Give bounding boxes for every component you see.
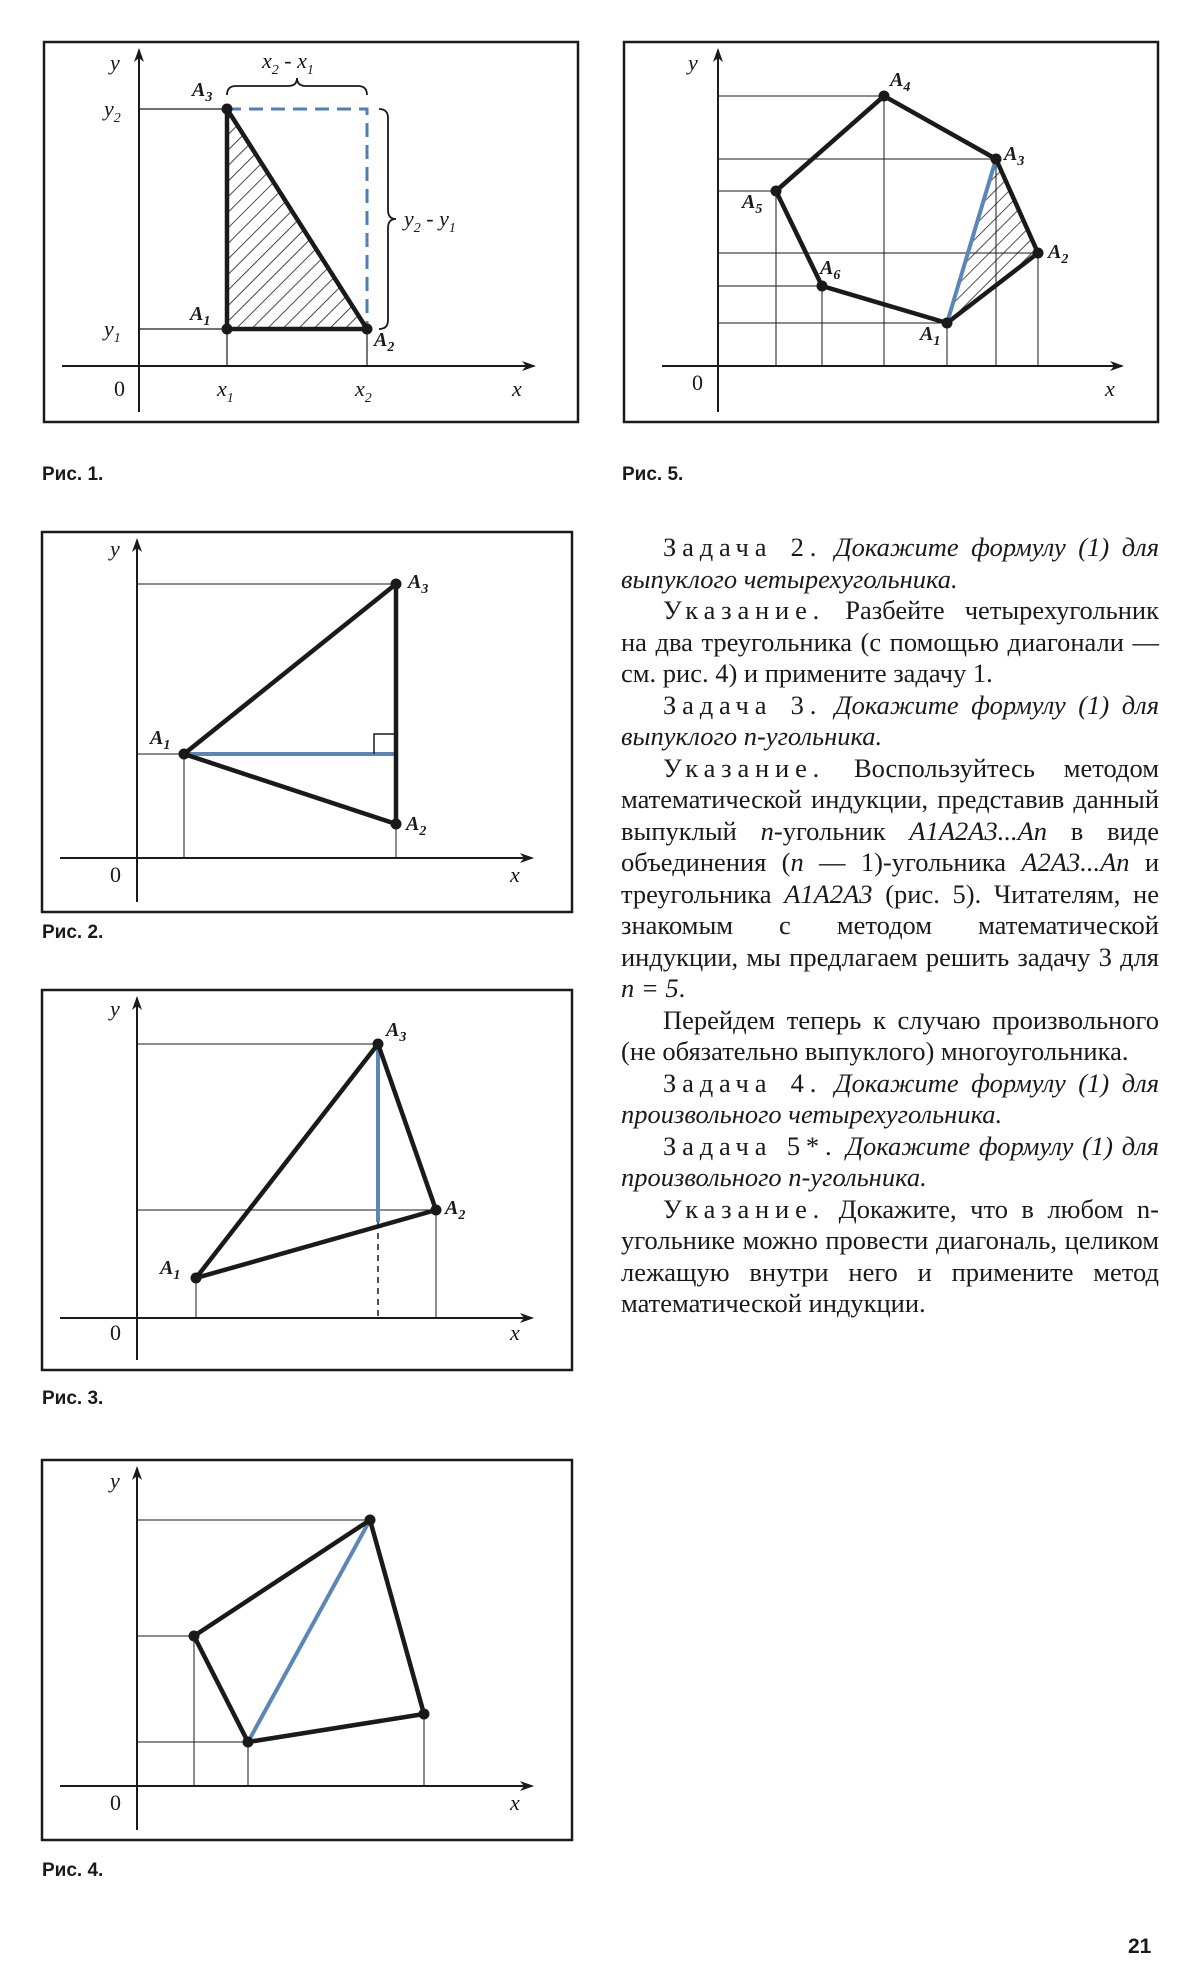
- problem-5-statement: Докажите формулу (1) для произвольного n-угольника.: [621, 1130, 1159, 1192]
- origin-label: 0: [692, 370, 703, 395]
- vertex-a2: [431, 1205, 442, 1216]
- problem-2: [621, 532, 1159, 595]
- hint-2-text: Разбейте четырехугольник на два треугольника (с помощью диагонали — см. рис. 4) и примените задачу 1.: [621, 595, 1159, 688]
- triangle-a1a2a3: [184, 584, 396, 824]
- hint-3-text-7: .: [678, 973, 686, 1003]
- vertex-1: [189, 1631, 200, 1642]
- figure-3: [40, 988, 576, 1374]
- problem-4-statement: Докажите формулу (1) для произвольного четырехугольника.: [621, 1067, 1160, 1129]
- label-a6: $A_6$: [820, 257, 841, 283]
- label-a2: $A_2$: [374, 329, 395, 355]
- hint-2-label: Указание.: [663, 595, 826, 625]
- hint-3: [621, 753, 1159, 1005]
- problem-5-label: Задача 5*.: [663, 1130, 838, 1161]
- page-number: 21: [1128, 1935, 1152, 1958]
- vertex-a3: [373, 1039, 384, 1050]
- hint-3-n-2: n: [790, 847, 804, 877]
- transition-text: Перейдем теперь к случаю произвольного (не обязательно выпуклого) многоугольника.: [621, 1004, 1159, 1066]
- triangle-a1a2a3: [196, 1044, 436, 1278]
- y-axis-label: y: [110, 996, 120, 1021]
- problem-2-label: Задача 2.: [663, 532, 823, 562]
- text-column: [621, 532, 1159, 1320]
- vertex-a2: [1033, 248, 1044, 259]
- y-axis-label: y: [110, 1468, 120, 1493]
- figure-4: [40, 1458, 576, 1844]
- problem-3: [621, 690, 1159, 753]
- label-a2: $A_2$: [406, 813, 427, 839]
- label-a5: $A_5$: [742, 191, 763, 217]
- hint-2: [621, 595, 1159, 690]
- figure-2: [40, 530, 576, 916]
- vertex-a3: [222, 104, 233, 115]
- figure-frame: [42, 990, 572, 1370]
- origin-label: 0: [110, 862, 121, 887]
- label-a1: $A_1$: [160, 1257, 181, 1283]
- label-a3: $A_3$: [192, 79, 213, 105]
- vertex-a2: [391, 819, 402, 830]
- label-a3: $A_3$: [386, 1019, 407, 1045]
- problem-4: [621, 1068, 1159, 1131]
- hint-3-text-2: -угольник: [773, 815, 886, 846]
- figure-frame: [42, 532, 572, 912]
- y-axis-label: y: [110, 50, 120, 75]
- hint-5-label: Указание.: [663, 1193, 826, 1224]
- vertex-a2: [362, 324, 373, 335]
- x-axis-label: x: [512, 376, 522, 401]
- hint-3-text-1: Воспользуйтесь методом математической индукции, представив данный выпуклый: [621, 752, 1159, 846]
- vertex-a6: [817, 281, 828, 292]
- y-axis-label: y: [110, 536, 120, 561]
- caption-fig1: Рис. 1.: [42, 464, 104, 485]
- width-dimension-label: $x_2 - x_1$: [262, 48, 314, 78]
- x-axis-label: x: [510, 1790, 520, 1815]
- hint-5: [621, 1194, 1159, 1320]
- problem-5: [621, 1131, 1159, 1194]
- caption-fig2: Рис. 2.: [42, 922, 104, 943]
- hint-3-text-3: в виде объединения (: [621, 815, 1160, 877]
- origin-label: 0: [110, 1320, 121, 1345]
- hint-3-formula-1: A1A2A3...An: [909, 815, 1048, 846]
- caption-fig4: Рис. 4.: [42, 1860, 104, 1881]
- transition-paragraph: [621, 1005, 1159, 1068]
- x-axis-label: x: [510, 862, 520, 887]
- label-a2: $A_2$: [445, 1197, 466, 1223]
- label-a3: $A_3$: [408, 571, 429, 597]
- caption-fig3: Рис. 3.: [42, 1388, 104, 1409]
- problem-4-label: Задача 4.: [663, 1067, 823, 1098]
- figure-5: [622, 40, 1162, 426]
- vertex-a1: [179, 749, 190, 760]
- tick-label-y1: $y_1$: [104, 316, 121, 346]
- vertex-2: [365, 1515, 376, 1526]
- origin-label: 0: [114, 376, 125, 401]
- diagonal: [248, 1520, 370, 1742]
- label-a4: $A_4$: [890, 69, 911, 95]
- hint-5-text: Докажите, что в любом n-угольнике можно провести диагональ, целиком лежащую внутри него и примените метод математической индукции.: [621, 1193, 1160, 1318]
- origin-label: 0: [110, 1790, 121, 1815]
- vertex-a3: [991, 154, 1002, 165]
- vertex-a1: [222, 324, 233, 335]
- hint-3-text-6: (рис. 5). Читателям, не знакомым с методом математической индукции, мы предлагаем решить задачу 3 для: [621, 878, 1160, 972]
- tick-label-y2: $y_2$: [104, 96, 121, 126]
- tick-label-x2: $x_2$: [355, 376, 372, 406]
- label-a1: $A_1$: [150, 727, 171, 753]
- vertex-a4: [879, 91, 890, 102]
- vertex-a1: [191, 1273, 202, 1284]
- triangle-a1a2a3: [947, 159, 1038, 323]
- hint-3-n-1: n: [760, 815, 774, 846]
- height-dimension-label: $y_2 - y_1$: [404, 206, 456, 236]
- triangle-a1a2a3: [227, 109, 367, 329]
- label-a1: $A_1$: [920, 323, 941, 349]
- label-a3: $A_3$: [1004, 143, 1025, 169]
- tick-label-x1: $x_1$: [217, 376, 234, 406]
- vertex-a3: [391, 579, 402, 590]
- hint-3-label: Указание.: [663, 752, 826, 783]
- problem-2-statement: Докажите формулу (1) для выпуклого четырехугольника.: [621, 532, 1160, 594]
- right-angle-mark: [374, 734, 396, 754]
- label-a1: $A_1$: [190, 303, 211, 329]
- x-axis-label: x: [1105, 376, 1115, 401]
- hint-3-formula-3: A1A2A3: [784, 878, 873, 909]
- x-axis-label: x: [510, 1320, 520, 1345]
- vertex-3: [419, 1709, 430, 1720]
- y-axis-label: y: [688, 50, 698, 75]
- figure-1: [42, 40, 582, 426]
- problem-3-label: Задача 3.: [663, 689, 823, 720]
- brace-right: [379, 109, 396, 329]
- hint-3-text-5: и треугольника: [621, 847, 1160, 909]
- vertex-4: [243, 1737, 254, 1748]
- vertex-a5: [771, 186, 782, 197]
- figure-frame: [42, 1460, 572, 1840]
- hint-3-text-4: — 1)-угольника: [803, 847, 1007, 877]
- label-a2: $A_2$: [1048, 241, 1069, 267]
- vertex-a1: [942, 318, 953, 329]
- problem-3-statement: Докажите формулу (1) для выпуклого n-угольника.: [621, 689, 1160, 751]
- hint-3-formula-2: A2A3...An: [1021, 847, 1130, 877]
- hint-3-formula-4: n = 5: [621, 973, 679, 1003]
- caption-fig5: Рис. 5.: [622, 464, 684, 485]
- brace-top: [227, 78, 367, 95]
